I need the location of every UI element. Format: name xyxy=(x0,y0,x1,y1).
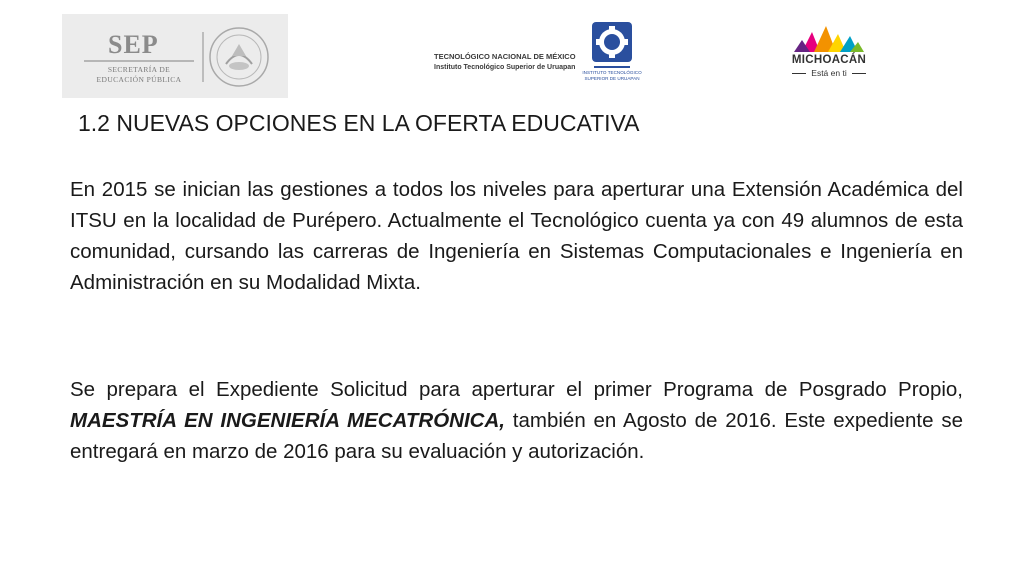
slide-title: 1.2 NUEVAS OPCIONES EN LA OFERTA EDUCATIVA xyxy=(78,110,640,136)
paragraph-posgrado-intro: Se prepara el Expediente Solicitud para aperturar el primer Programa de Posgrado Propio, xyxy=(70,378,963,401)
sep-divider xyxy=(202,32,204,82)
michoacan-tag-rule-right xyxy=(852,73,866,74)
paragraph-posgrado-rest: también en Agosto de 2016. Este expediente se entregará en marzo de 2016 para su evaluación y autorización. xyxy=(70,409,963,463)
sep-acronym: SEP xyxy=(108,30,159,59)
michoacan-name: MICHOACÁN xyxy=(791,54,867,66)
mexican-coat-of-arms-seal-icon xyxy=(208,26,270,88)
michoacan-tagline: Está en ti xyxy=(811,68,847,78)
paragraph-extension: En 2015 se inician las gestiones a todos los niveles para aperturar una Extensión Académica del ITSU en la localidad de Purépero. Actualmente el Tecnológico cuenta ya con 49 alumnos de esta comunidad, cursando las carreras de Ingeniería en Sistemas Computacionales e Ingeniería en Administración en su Modalidad Mixta. xyxy=(70,178,963,294)
tecnm-line2: Instituto Tecnológico Superior de Uruapan xyxy=(434,64,576,71)
tecnm-line1: TECNOLÓGICO NACIONAL DE MÉXICO xyxy=(434,52,576,61)
program-name-emphasis: MAESTRÍA EN INGENIERÍA MECATRÓNICA, xyxy=(70,409,505,432)
itsu-line1: INSTITUTO TECNOLÓGICO xyxy=(582,70,642,75)
itsu-line2: SUPERIOR DE URUAPAN xyxy=(584,76,640,81)
sep-underline xyxy=(84,60,194,62)
itsu-gear-emblem-icon xyxy=(582,20,642,82)
sep-subtitle-line1: SECRETARÍA DE xyxy=(107,65,171,74)
sep-subtitle-line2: EDUCACIÓN PÚBLICA xyxy=(96,75,182,84)
tecnm-logo xyxy=(434,52,584,71)
paragraph-posgrado xyxy=(70,374,963,467)
logo-strip xyxy=(62,14,962,98)
sep-logo xyxy=(62,14,288,98)
